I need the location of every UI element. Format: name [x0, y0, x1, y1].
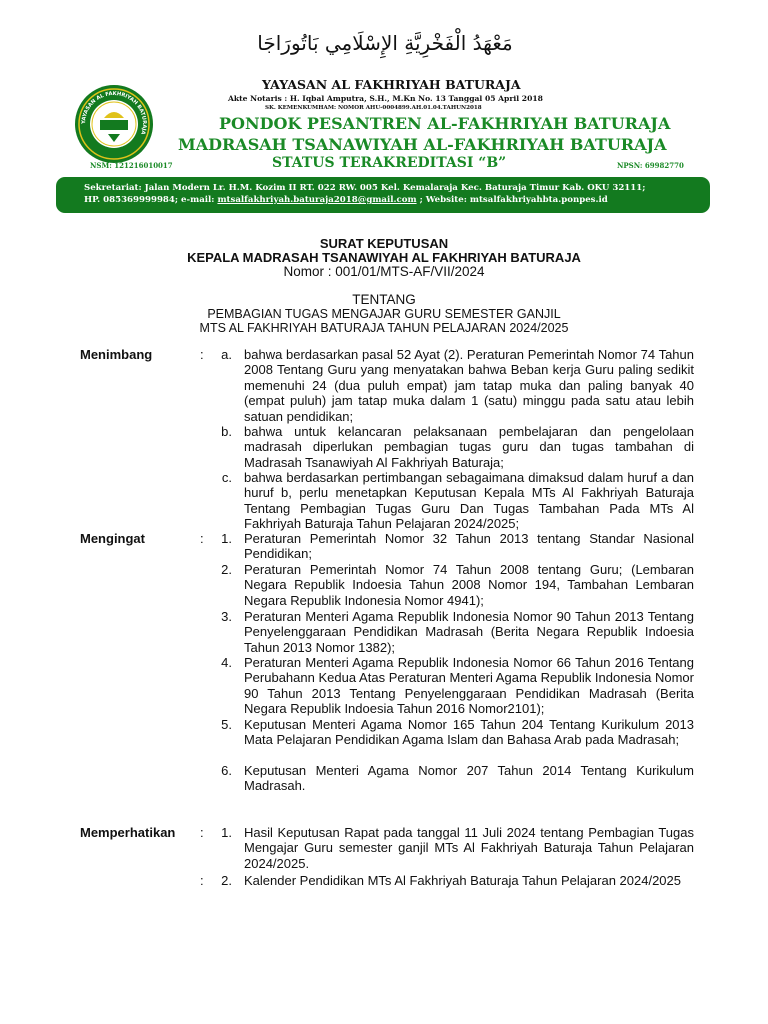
- list-marker: c.: [221, 470, 232, 485]
- list-marker: a.: [221, 347, 232, 362]
- menimbang-label: Menimbang: [80, 347, 153, 362]
- pesantren-name: PONDOK PESANTREN AL-FAKHRIYAH BATURAJA: [219, 114, 671, 133]
- decree-issuer: KEPALA MADRASAH TSANAWIYAH AL FAKHRIYAH BATURAJA: [187, 250, 581, 265]
- menimbang-item: bahwa berdasarkan pasal 52 Ayat (2). Peraturan Pemerintah Nomor 74 Tahun 2008 Tentang Guru yang menyatakan bahwa Beban kerja Guru paling sedikit memenuhi 24 (dua puluh empat) jam tatap muka dan paling banyak 40 (empat puluh) jam tatap muka dalam 1 (satu) minggu pada satu atau lebih satuan pendidikan;: [244, 347, 694, 424]
- list-marker: 3.: [221, 609, 232, 624]
- decree-number: Nomor : 001/01/MTS-AF/VII/2024: [283, 264, 485, 279]
- school-logo: [74, 84, 154, 164]
- npsn-number: NPSN: 69982770: [617, 161, 684, 170]
- list-marker: 2.: [221, 873, 232, 888]
- memperhatikan-item: Hasil Keputusan Rapat pada tanggal 11 Juli 2024 tentang Pembagian Tugas Mengajar Guru semester ganjil MTs Al Fakhriyah Baturaja Tahun Pelajaran 2024/2025.: [244, 825, 694, 871]
- mengingat-item: Peraturan Pemerintah Nomor 32 Tahun 2013 tentang Standar Nasional Pendidikan;: [244, 531, 694, 562]
- ministry-decree: SK. KEMENKUMHAM: NOMOR AHU-0004899.AH.01.04.TAHUN2018: [265, 105, 482, 111]
- list-marker: 1.: [221, 825, 232, 840]
- phone-text: HP. 085369999984; e-mail:: [84, 195, 218, 205]
- list-marker: 2.: [221, 562, 232, 577]
- svg-text:مَعْهَدُ الْفَخْرِيَّةِ الإِسْ: مَعْهَدُ الْفَخْرِيَّةِ الإِسْلَامِي بَاتُورَاجَا: [257, 31, 513, 55]
- notary-deed: Akte Notaris : H. Iqbal Amputra, S.H., M.Kn No. 13 Tanggal 05 April 2018: [228, 94, 543, 103]
- website-text: ; Website: mtsalfakhriyahbta.ponpes.id: [416, 195, 608, 205]
- mengingat-label: Mengingat: [80, 531, 145, 546]
- arabic-title: [250, 22, 520, 62]
- mengingat-colon: :: [200, 531, 204, 546]
- contact-line: [84, 194, 710, 206]
- email-link[interactable]: mtsalfakhriyah.baturaja2018@gmail.com: [217, 195, 417, 205]
- list-marker: 1.: [221, 531, 232, 546]
- nsm-number: NSM: 121216010017: [90, 161, 173, 170]
- menimbang-colon: :: [200, 347, 204, 362]
- address-line: Sekretariat: Jalan Modern Lr. H.M. Kozim II RT. 022 RW. 005 Kel. Kemalaraja Kec. Baturaja Timur Kab. OKU 32111;: [84, 183, 646, 193]
- decree-subject-line1: PEMBAGIAN TUGAS MENGAJAR GURU SEMESTER GANJIL: [207, 307, 561, 321]
- list-marker: b.: [221, 424, 232, 439]
- accreditation-status: STATUS TERAKREDITASI “B”: [272, 155, 507, 171]
- mengingat-item: Peraturan Menteri Agama Republik Indonesia Nomor 90 Tahun 2013 Tentang Penyelenggaraan Pendidikan Madrasah (Berita Negara Republik Indoesia Tahun 2013 Nomor 1382);: [244, 609, 694, 655]
- menimbang-item: bahwa untuk kelancaran pelaksanaan pembelajaran dan pengelolaan madrasah diperlukan pembagian tugas guru dan tugas tambahan di Madrasah Tsanawiyah Al Fakhriyah Baturaja;: [244, 424, 694, 470]
- madrasah-name: MADRASAH TSANAWIYAH AL-FAKHRIYAH BATURAJA: [178, 135, 667, 154]
- memperhatikan-colon: :: [200, 825, 204, 840]
- memperhatikan-colon-2: :: [200, 873, 204, 888]
- foundation-name: YAYASAN AL FAKHRIYAH BATURAJA: [262, 77, 521, 92]
- mengingat-item: Keputusan Menteri Agama Nomor 207 Tahun 2014 Tentang Kurikulum Madrasah.: [244, 763, 694, 794]
- address-banner: [56, 177, 710, 213]
- menimbang-item: bahwa berdasarkan pertimbangan sebagaimana dimaksud dalam huruf a dan huruf b, perlu menetapkan Keputusan Kepala MTs Al Fakhriyah Baturaja Tentang Pembagian Tugas Guru Dan Tugas Tambahan Pada MTs Al Fakhriyah Baturaja Tahun Pelajaran 2024/2025;: [244, 470, 694, 532]
- mengingat-item: Keputusan Menteri Agama Nomor 165 Tahun 204 Tentang Kurikulum 2013 Mata Pelajaran Pendidikan Agama Islam dan Bahasa Arab pada Madrasah;: [244, 717, 694, 748]
- list-marker: 6.: [221, 763, 232, 778]
- svg-text:YAYASAN AL FAKHRIYAH BATURAJA: YAYASAN AL FAKHRIYAH BATURAJA: [80, 90, 148, 136]
- memperhatikan-label: Memperhatikan: [80, 825, 176, 840]
- mengingat-item: Peraturan Pemerintah Nomor 74 Tahun 2008 tentang Guru; (Lembaran Negara Republik Indoesia Tahun 2008 Nomor 194, Tambahan Lembaran Negara Republik Indonesia Nomor 4941);: [244, 562, 694, 608]
- mengingat-item: Peraturan Menteri Agama Republik Indonesia Nomor 66 Tahun 2016 Tentang Perubahann Kedua Atas Peraturan Menteri Agama Republik Indonesia Nomor 90 Tahun 2013 Tentang Penyelenggaraan Pendidikan Madrasah (Berita Negara Republik Indoesia Tahun 2016 Nomor2101);: [244, 655, 694, 717]
- list-marker: 4.: [221, 655, 232, 670]
- list-marker: 5.: [221, 717, 232, 732]
- decree-title: SURAT KEPUTUSAN: [319, 236, 449, 251]
- decree-subject-line2: MTS AL FAKHRIYAH BATURAJA TAHUN PELAJARAN 2024/2025: [199, 321, 569, 335]
- memperhatikan-item: Kalender Pendidikan MTs Al Fakhriyah Baturaja Tahun Pelajaran 2024/2025: [244, 873, 681, 888]
- tentang-heading: TENTANG: [352, 292, 416, 307]
